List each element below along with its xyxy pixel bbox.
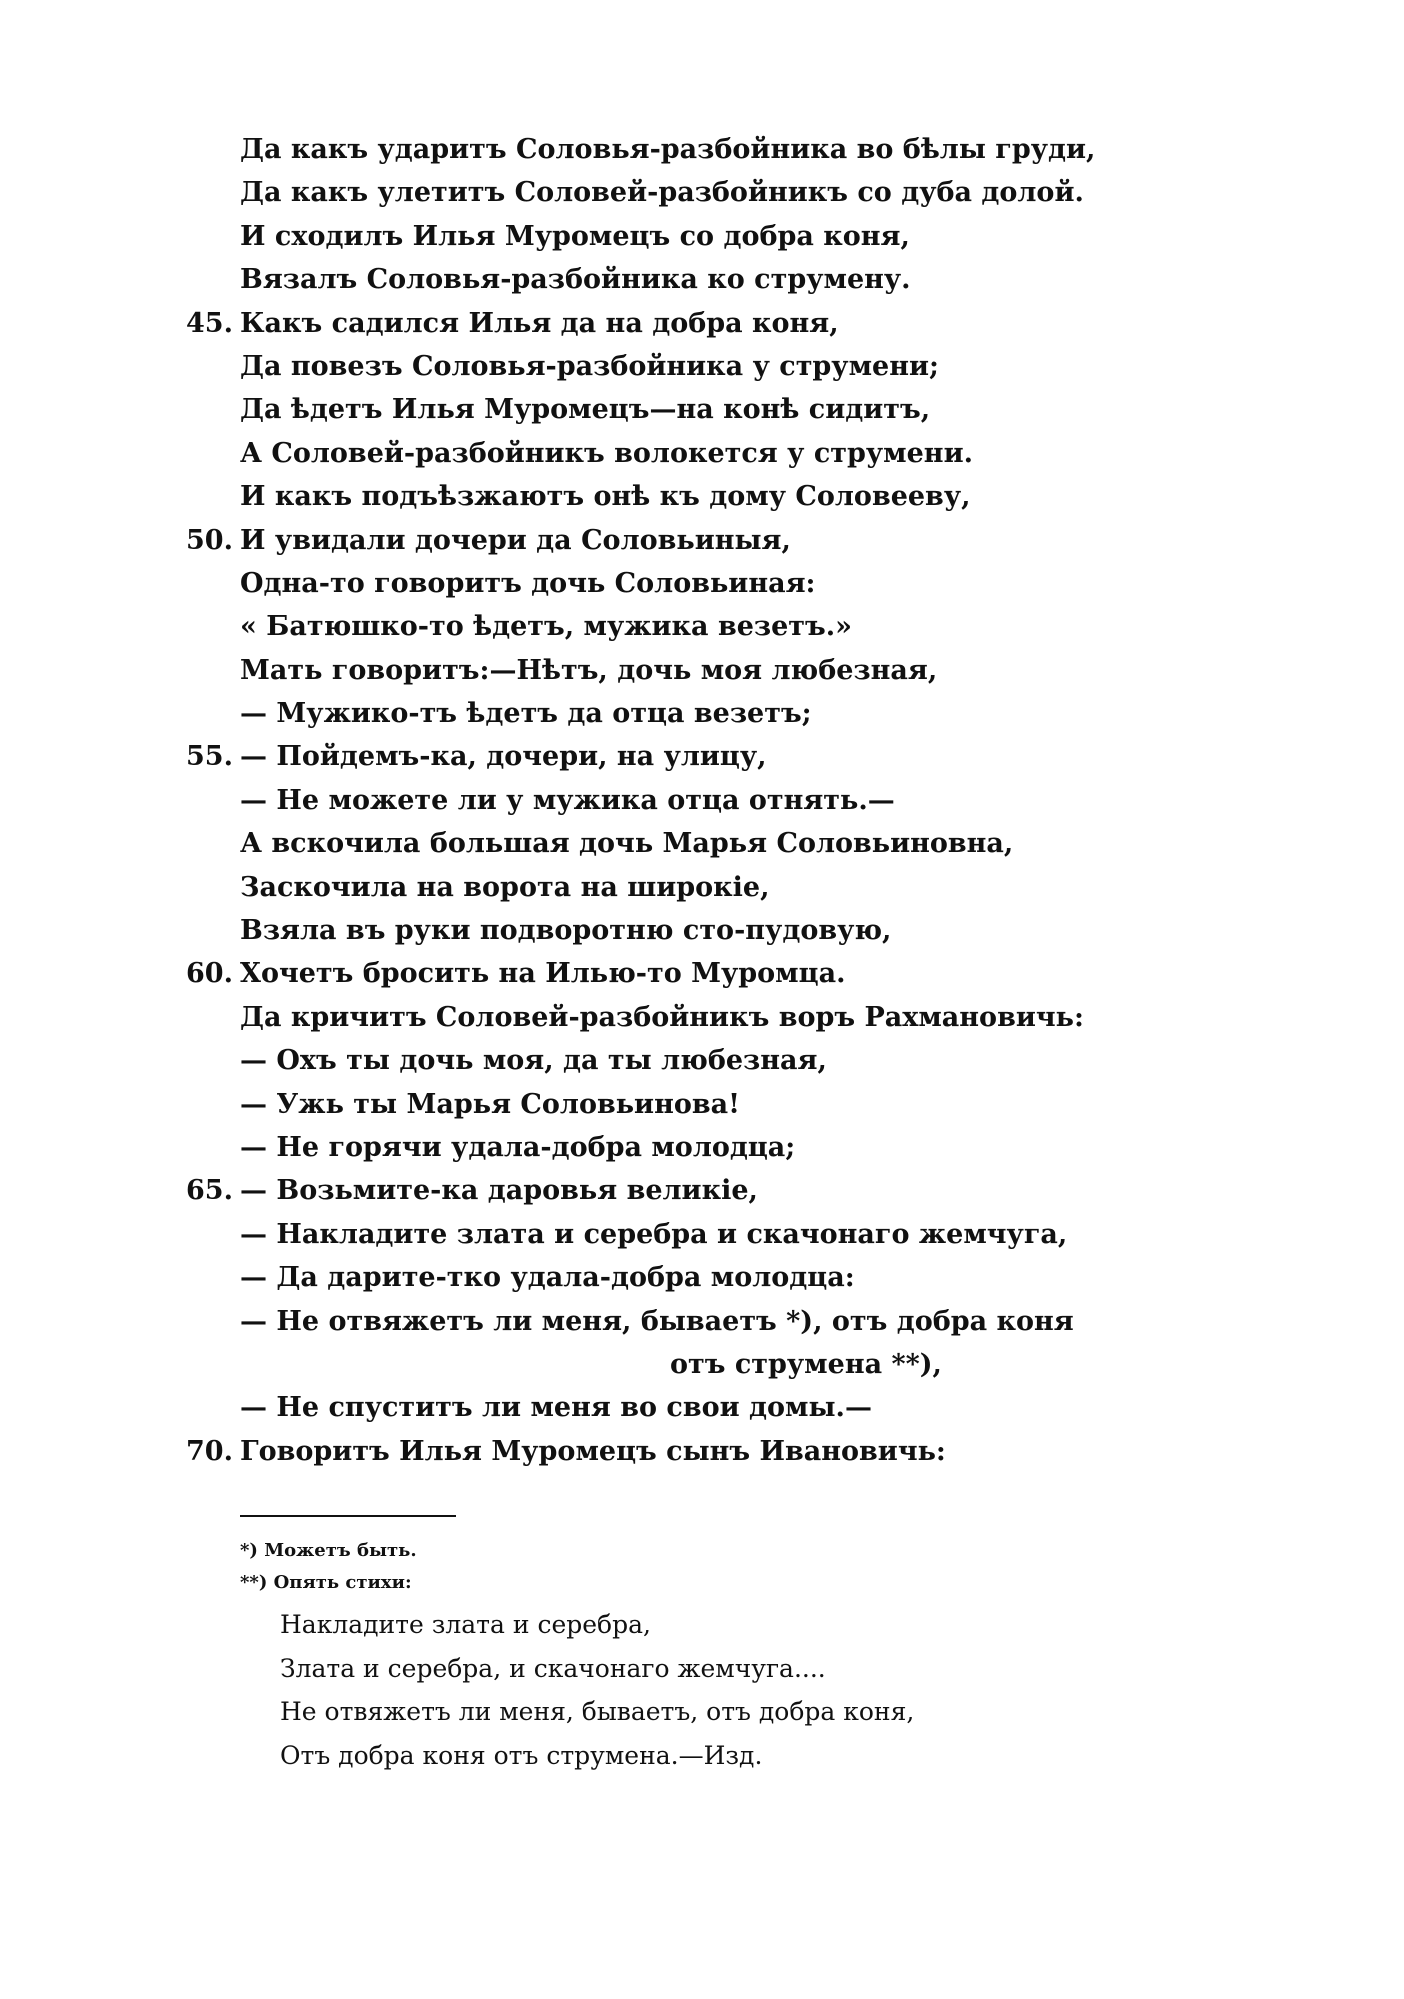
verse-line bbox=[186, 1430, 1240, 1473]
verse-line bbox=[240, 562, 1240, 605]
verse-text: А вскочила большая дочь Марья Соловьиновна, bbox=[240, 828, 1014, 860]
verse-text: — Не спуститъ ли меня во свои домы.— bbox=[240, 1392, 872, 1424]
verse-line bbox=[240, 996, 1240, 1039]
verse-text: Да кричитъ Соловей-разбойникъ воръ Рахмановичь: bbox=[240, 1001, 1084, 1033]
verse-line bbox=[240, 822, 1240, 865]
verse-text: Да какъ улетитъ Соловей-разбойникъ со дуба долой. bbox=[240, 177, 1084, 209]
verse-line bbox=[240, 605, 1240, 648]
verse-text: Взяла въ руки подворотню сто-пудовую, bbox=[240, 915, 892, 947]
verse-line bbox=[240, 779, 1240, 822]
verse-text: — Мужико-тъ ѣдетъ да отца везетъ; bbox=[240, 698, 812, 730]
verse-line bbox=[240, 1386, 1240, 1429]
verse-text: отъ струмена **), bbox=[670, 1348, 942, 1380]
verse-line bbox=[240, 649, 1240, 692]
footnote-verse-line: Накладите злата и серебра, bbox=[280, 1610, 651, 1639]
verse-text: Мать говоритъ:—Нѣтъ, дочь моя любезная, bbox=[240, 654, 938, 686]
verse-line bbox=[240, 345, 1240, 388]
verse-line bbox=[186, 952, 1240, 995]
poem-text bbox=[186, 128, 1240, 1473]
footnote-2: **) Опять стихи: bbox=[240, 1572, 412, 1593]
verse-text: « Батюшко-то ѣдетъ, мужика везетъ.» bbox=[240, 611, 853, 643]
verse-line bbox=[240, 388, 1240, 431]
footnotes bbox=[240, 1535, 1240, 1777]
verse-text: Говоритъ Илья Муромецъ сынъ Ивановичь: bbox=[240, 1435, 946, 1467]
verse-text: — Не горячи удала-добра молодца; bbox=[240, 1131, 796, 1163]
footnote-verse-line: Отъ добра коня отъ струмена.—Изд. bbox=[280, 1740, 763, 1770]
verse-line bbox=[240, 909, 1240, 952]
verse-text: Да повезъ Соловья-разбойника у струмени; bbox=[240, 350, 939, 382]
line-number: 65. bbox=[186, 1175, 233, 1207]
verse-text: Да ѣдетъ Илья Муромецъ—на конѣ сидитъ, bbox=[240, 394, 931, 426]
verse-line bbox=[240, 215, 1240, 258]
verse-line bbox=[240, 1083, 1240, 1126]
verse-text: Какъ садился Илья да на добра коня, bbox=[240, 307, 839, 339]
verse-line bbox=[240, 1126, 1240, 1169]
footnote-1: *) Можетъ быть. bbox=[240, 1540, 417, 1561]
line-number: 50. bbox=[186, 524, 233, 556]
footnote-verse-line: Не отвяжетъ ли меня, бываетъ, отъ добра коня, bbox=[280, 1697, 915, 1726]
line-number: 45. bbox=[186, 307, 233, 339]
verse-text: — Да дарите-тко удала-добра молодца: bbox=[240, 1262, 855, 1294]
verse-line bbox=[240, 171, 1240, 214]
verse-text: Да какъ ударитъ Соловья-разбойника во бѣлы груди, bbox=[240, 134, 1096, 165]
verse-line bbox=[186, 1169, 1240, 1212]
verse-line bbox=[186, 519, 1240, 562]
verse-line bbox=[240, 1213, 1240, 1256]
verse-line bbox=[240, 1300, 1240, 1343]
line-number: 70. bbox=[186, 1435, 233, 1467]
verse-text: — Ужь ты Марья Соловьинова! bbox=[240, 1088, 740, 1120]
verse-line bbox=[240, 258, 1240, 301]
verse-line bbox=[240, 432, 1240, 475]
verse-text: Вязалъ Соловья-разбойника ко струмену. bbox=[240, 264, 911, 296]
footnote-quoted-verses bbox=[240, 1603, 1240, 1777]
line-number: 60. bbox=[186, 958, 233, 990]
verse-text: А Соловей-разбойникъ волокется у струмени. bbox=[240, 437, 973, 469]
footnote-verse-line: Злата и серебра, и скачонаго жемчуга.... bbox=[280, 1653, 826, 1683]
verse-text: — Охъ ты дочь моя, да ты любезная, bbox=[240, 1045, 827, 1077]
verse-line bbox=[186, 735, 1240, 778]
verse-text: — Накладите злата и серебра и скачонаго жемчуга, bbox=[240, 1218, 1068, 1250]
verse-text: — Не отвяжетъ ли меня, бываетъ *), отъ добра коня bbox=[240, 1305, 1074, 1337]
verse-line-continuation bbox=[240, 1343, 1240, 1386]
verse-text: И какъ подъѣзжаютъ онѣ къ дому Соловееву, bbox=[240, 481, 971, 513]
line-number: 55. bbox=[186, 741, 233, 773]
verse-line bbox=[240, 692, 1240, 735]
verse-text: — Пойдемъ-ка, дочери, на улицу, bbox=[240, 741, 767, 773]
verse-line bbox=[186, 302, 1240, 345]
verse-text: — Возьмите-ка даровья великіе, bbox=[240, 1175, 758, 1207]
verse-line bbox=[240, 1039, 1240, 1082]
verse-line bbox=[240, 866, 1240, 909]
verse-text: Одна-то говоритъ дочь Соловьиная: bbox=[240, 567, 816, 599]
footnote-divider bbox=[240, 1515, 456, 1517]
verse-line bbox=[240, 1256, 1240, 1299]
verse-line bbox=[240, 128, 1240, 171]
verse-text: Хочетъ бросить на Илью-то Муромца. bbox=[240, 958, 846, 990]
verse-text: И сходилъ Илья Муромецъ со добра коня, bbox=[240, 220, 910, 252]
verse-text: Заскочила на ворота на широкіе, bbox=[240, 871, 770, 903]
verse-text: И увидали дочери да Соловьиныя, bbox=[240, 524, 791, 556]
verse-text: — Не можете ли у мужика отца отнять.— bbox=[240, 784, 895, 816]
verse-line bbox=[240, 475, 1240, 518]
